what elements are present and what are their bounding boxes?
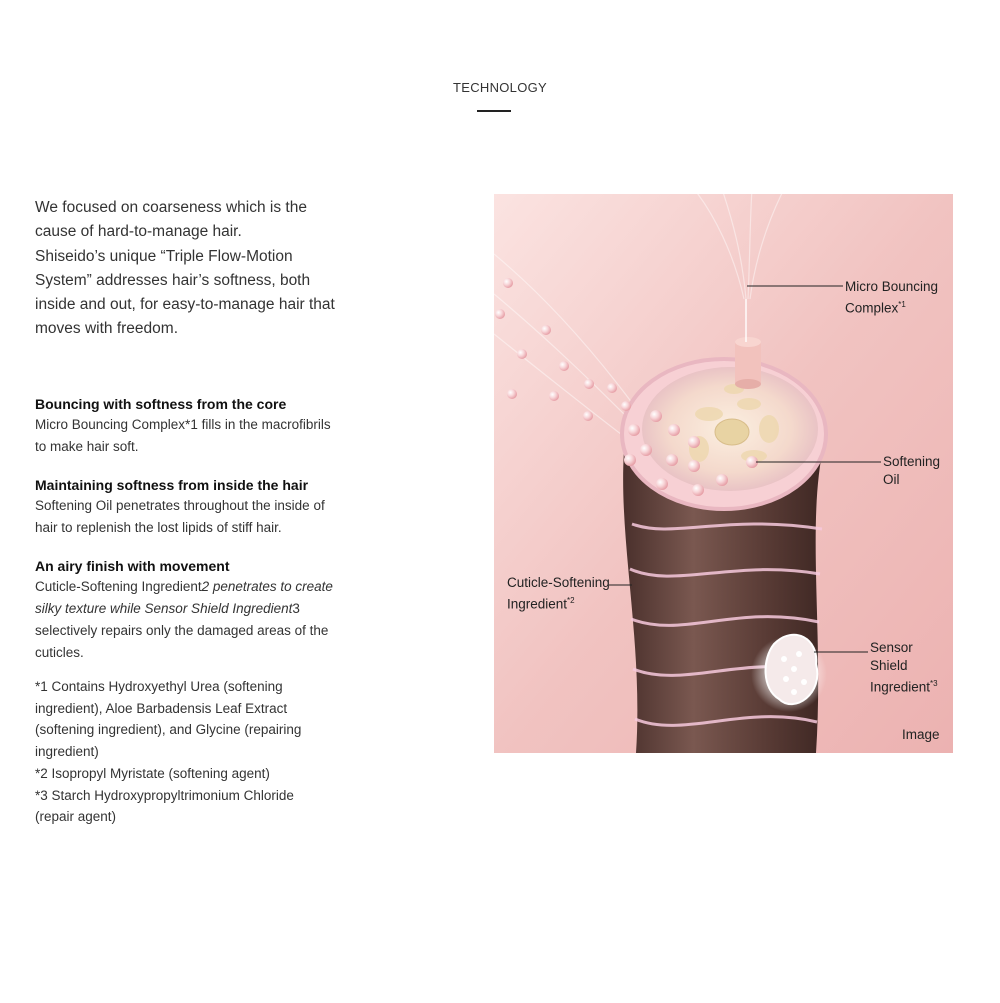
footnote-2: *2 Isopropyl Myristate (softening agent) [35, 765, 270, 781]
feature-body: Softening Oil penetrates throughout the inside of hair to replenish the lost lipids of stiff hair. [35, 498, 325, 535]
footnote-1: *1 Contains Hydroxyethyl Urea (softening ingredient), Aloe Barbadensis Leaf Extract (softening ingredient), and Glycine (repairing ingredient) [35, 679, 302, 760]
callout-text: Shield [870, 658, 908, 673]
section-title: TECHNOLOGY [452, 80, 547, 95]
feature-heading: Bouncing with softness from the core [35, 396, 287, 412]
feature-body-italic: 2 penetrates to create silky texture while Sensor Shield Ingredient [35, 579, 333, 616]
feature-finish [35, 556, 345, 664]
text-column [35, 196, 345, 825]
feature-inside [35, 475, 345, 539]
feature-heading: An airy finish with movement [35, 558, 230, 574]
callout-softening-oil [883, 453, 940, 489]
callout-text: Ingredient [870, 679, 931, 695]
feature-heading: Maintaining softness from inside the hair [35, 477, 309, 493]
feature-body: Micro Bouncing Complex*1 fills in the macrofibrils to make hair soft. [35, 417, 331, 454]
feature-core [35, 394, 345, 458]
title-underline [477, 110, 511, 112]
callout-text: Softening [883, 454, 941, 469]
feature-body [35, 576, 345, 664]
hair-technology-illustration [494, 194, 953, 753]
intro-line-1: We focused on coarseness which is the cause of hard-to-manage hair. [35, 199, 307, 241]
callout-footnote-mark: *3 [930, 679, 938, 688]
intro-line-2: Shiseido’s unique “Triple Flow-Motion System” addresses hair’s softness, both inside and out, for easy-to-manage hair that moves with freedom. [35, 247, 335, 338]
callout-cuticle-softening [507, 574, 610, 614]
callout-footnote-mark: *1 [898, 300, 906, 309]
callout-text: Ingredient [507, 596, 568, 612]
feature-body-part: Cuticle-Softening Ingredient [35, 579, 202, 594]
callout-footnote-mark: *2 [567, 596, 575, 605]
callout-text: Micro Bouncing [845, 279, 939, 294]
feature-body-part: 3 selectively repairs only the damaged areas of the cuticles. [35, 601, 329, 660]
footnote-3: *3 Starch Hydroxypropyltrimonium Chloride (repair agent) [35, 787, 294, 825]
callout-sensor-shield [870, 639, 938, 697]
callout-micro-bouncing-complex [845, 278, 938, 318]
footnotes [35, 676, 335, 828]
callout-text: Cuticle-Softening [507, 575, 610, 590]
callout-text: Oil [883, 472, 900, 487]
callout-text: Sensor [870, 640, 913, 655]
image-caption: Image [902, 727, 940, 742]
intro-paragraph [35, 196, 345, 342]
callout-text: Complex [845, 300, 899, 316]
